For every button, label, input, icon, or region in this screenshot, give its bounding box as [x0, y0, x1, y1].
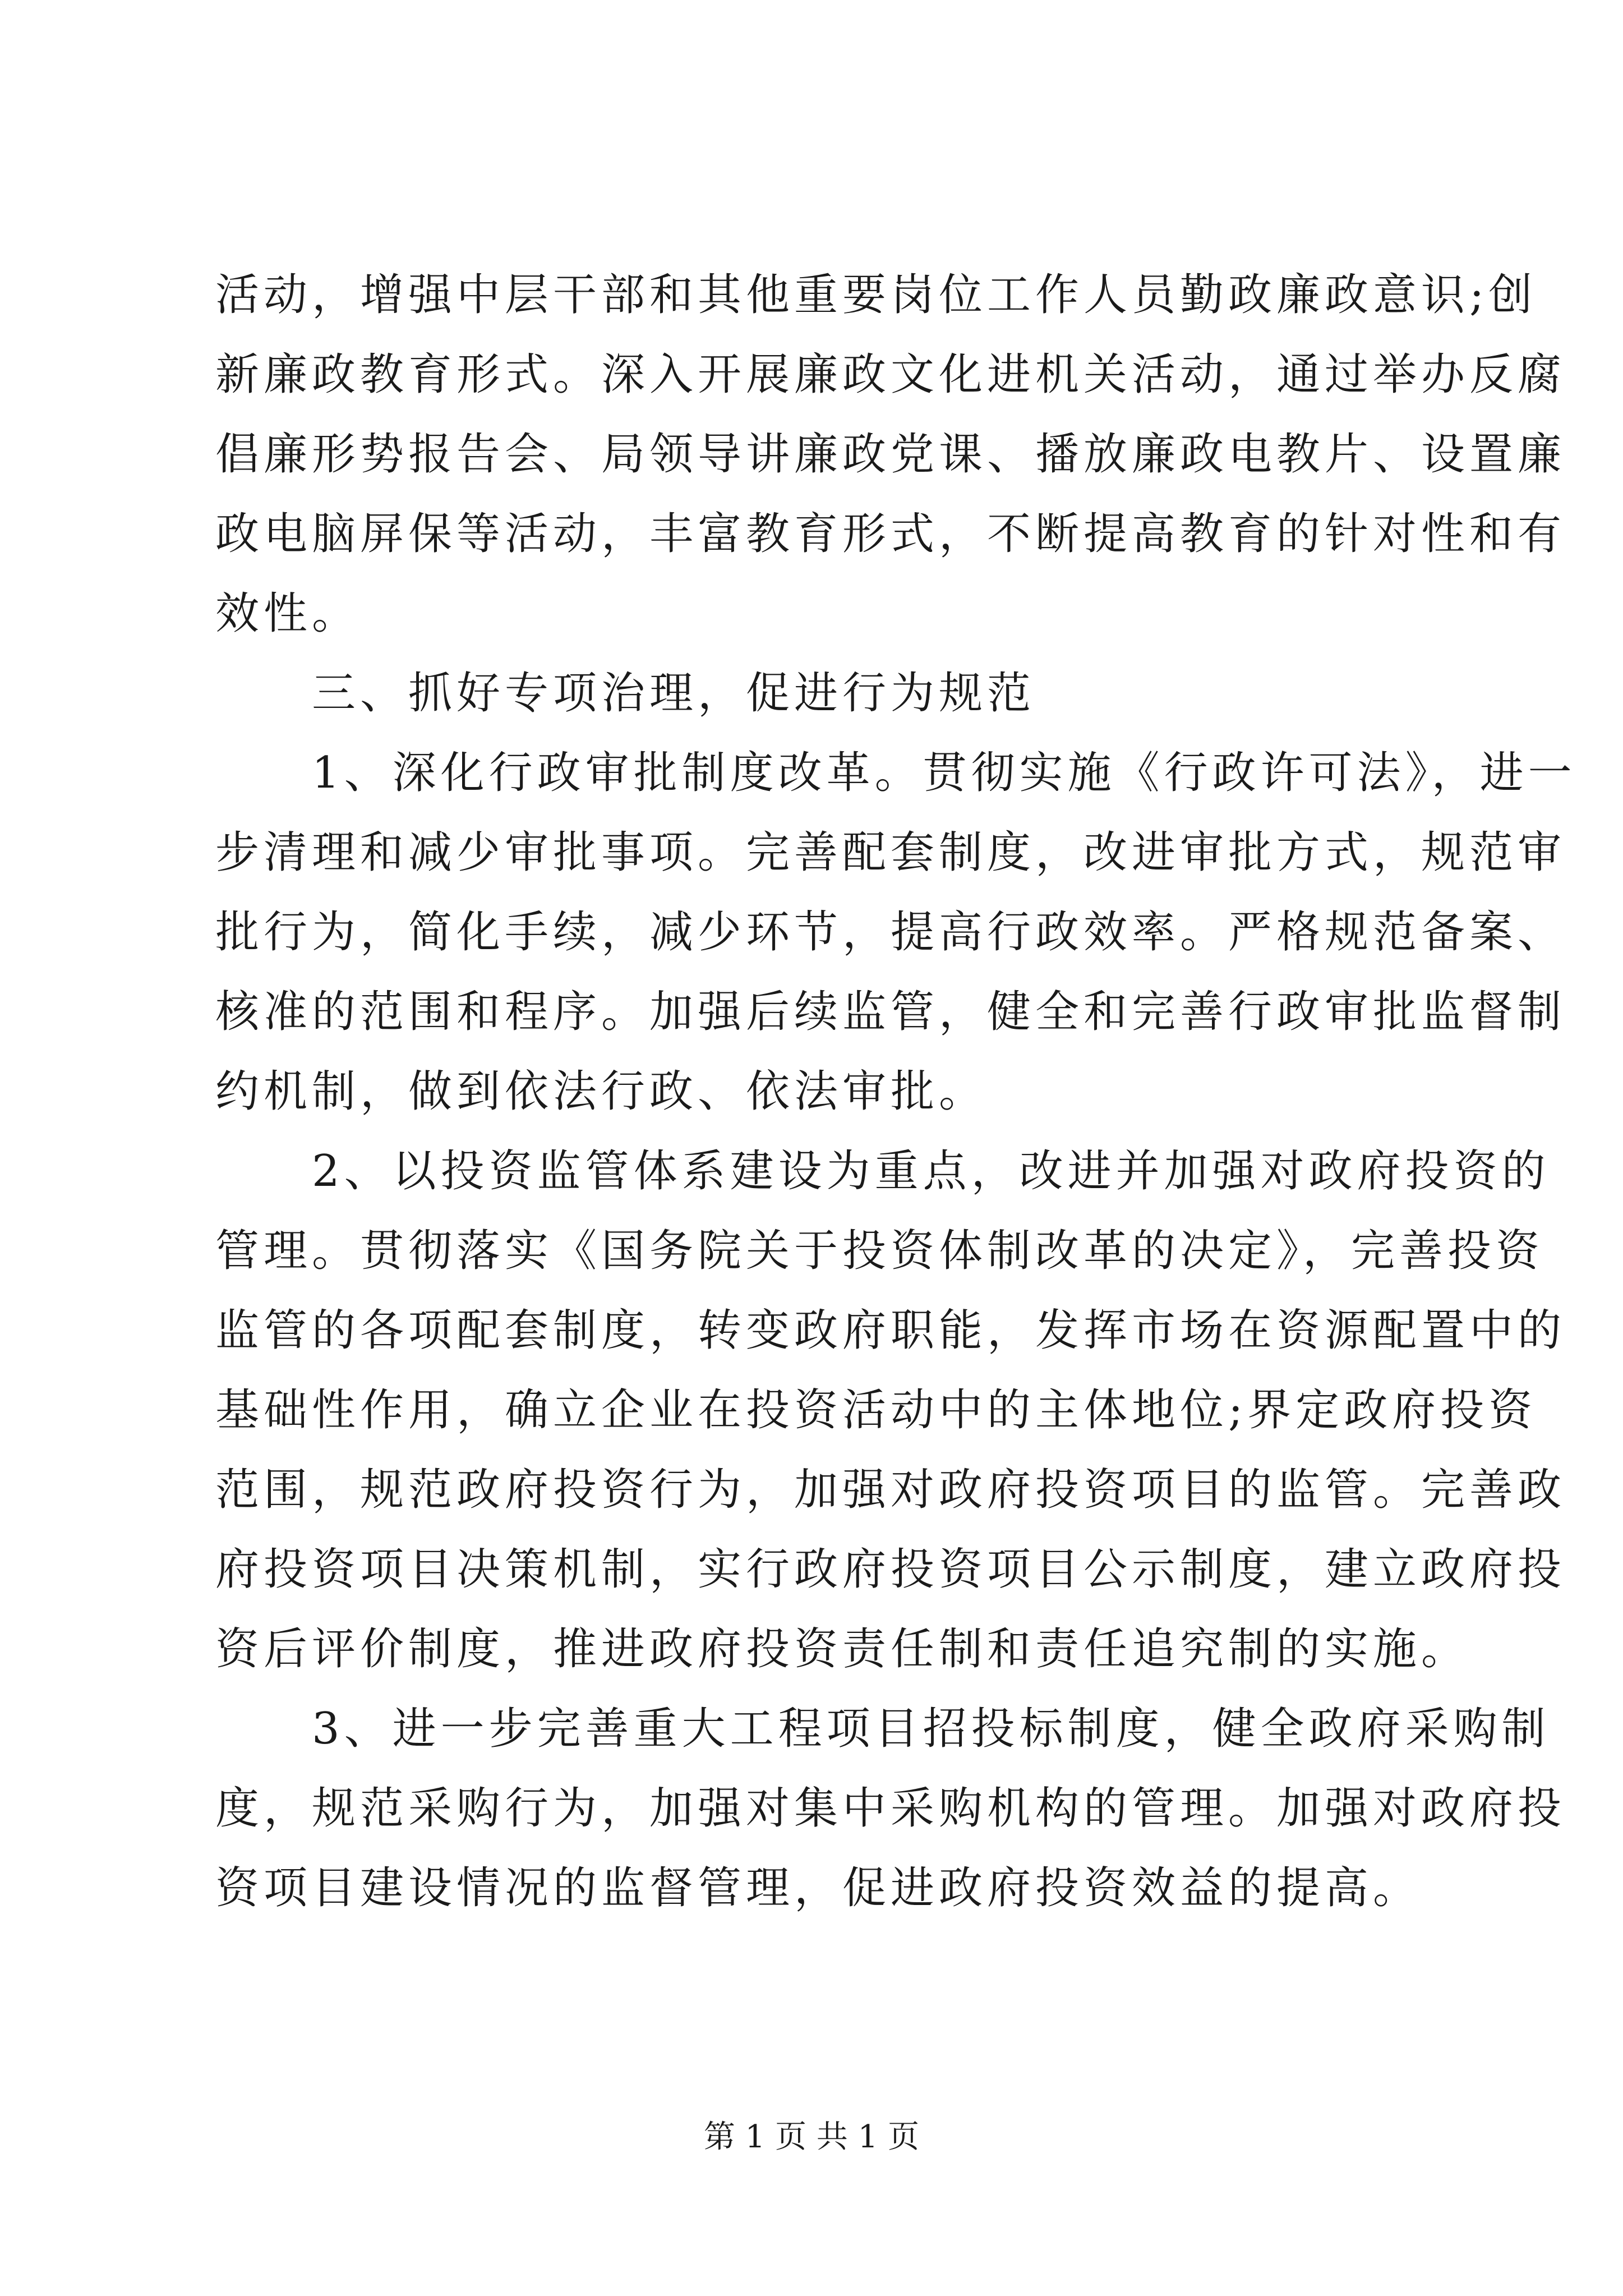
- text-line: 约机制，做到依法行政、依法审批。: [215, 1066, 988, 1117]
- text-line: 活动，增强中层干部和其他重要岗位工作人员勤政廉政意识;创: [215, 270, 1537, 320]
- document-body: [215, 255, 1576, 1928]
- text-line: 府投资项目决策机制，实行政府投资项目公示制度，建立政府投: [215, 1544, 1566, 1595]
- text-line: 基础性作用，确立企业在投资活动中的主体地位;界定政府投资: [215, 1385, 1537, 1435]
- page-number-footer: 第 1 页 共 1 页: [703, 2119, 920, 2155]
- section-heading: 三、抓好专项治理，促进行为规范: [215, 668, 1036, 719]
- text-line: 政电脑屏保等活动，丰富教育形式，不断提高教育的针对性和有: [215, 509, 1566, 559]
- text-line: 新廉政教育形式。深入开展廉政文化进机关活动，通过举办反腐: [215, 349, 1566, 400]
- text-line: 资后评价制度，推进政府投资责任制和责任追究制的实施。: [215, 1624, 1470, 1674]
- text-line: 管理。贯彻落实《国务院关于投资体制改革的决定》，完善投资: [215, 1226, 1544, 1276]
- text-line: 监管的各项配套制度，转变政府职能，发挥市场在资源配置中的: [215, 1305, 1566, 1356]
- text-line: 批行为，简化手续，减少环节，提高行政效率。严格规范备案、: [215, 907, 1566, 958]
- text-line: 1、深化行政审批制度改革。贯彻实施《行政许可法》，进一: [215, 748, 1576, 798]
- text-line: 步清理和减少审批事项。完善配套制度，改进审批方式，规范审: [215, 827, 1566, 878]
- text-line: 资项目建设情况的监督管理，促进政府投资效益的提高。: [215, 1863, 1422, 1913]
- text-line: 2、以投资监管体系建设为重点，改进并加强对政府投资的: [215, 1146, 1550, 1197]
- text-line: 范围，规范政府投资行为，加强对政府投资项目的监管。完善政: [215, 1465, 1566, 1515]
- text-line: 倡廉形势报告会、局领导讲廉政党课、播放廉政电教片、设置廉: [215, 429, 1566, 480]
- text-line: 度，规范采购行为，加强对集中采购机构的管理。加强对政府投: [215, 1783, 1566, 1834]
- text-line: 3、进一步完善重大工程项目招投标制度，健全政府采购制: [215, 1704, 1550, 1754]
- text-line: 效性。: [215, 588, 361, 639]
- text-line: 核准的范围和程序。加强后续监管，健全和完善行政审批监督制: [215, 987, 1566, 1037]
